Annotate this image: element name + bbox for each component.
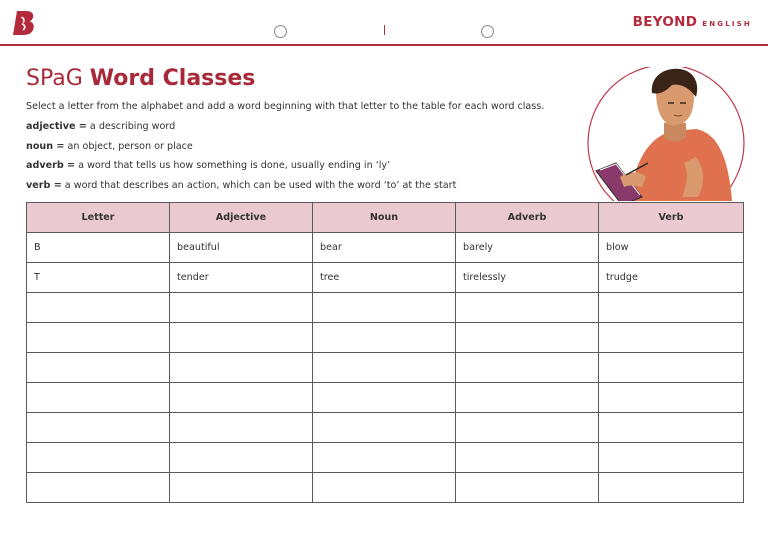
table-row <box>27 413 744 443</box>
cell-letter: B <box>27 233 170 263</box>
cell-noun[interactable] <box>313 353 456 383</box>
column-header-letter: Letter <box>27 203 170 233</box>
header-divider <box>0 44 768 46</box>
brand-sub-text: ENGLISH <box>702 20 752 28</box>
title-main: Word Classes <box>89 66 256 91</box>
column-header-verb: Verb <box>599 203 744 233</box>
student-writing-notebook-illustration <box>586 67 746 201</box>
cell-letter[interactable] <box>27 413 170 443</box>
column-header-adjective: Adjective <box>170 203 313 233</box>
definition-text: an object, person or place <box>64 140 193 152</box>
beyond-b-logo-icon <box>13 10 37 36</box>
cell-verb: blow <box>599 233 744 263</box>
definition-term: adjective = <box>26 121 87 132</box>
brand-main-text: BEYOND <box>632 14 698 30</box>
title-prefix: SPaG <box>26 66 83 91</box>
cell-letter[interactable] <box>27 443 170 473</box>
instruction-text: Select a letter from the alphabet and add a word beginning with that letter to the table for each word class. <box>26 101 545 112</box>
cell-noun[interactable] <box>313 383 456 413</box>
definition-text: a describing word <box>86 121 176 132</box>
word-classes-table <box>26 202 744 503</box>
cell-noun[interactable] <box>313 473 456 503</box>
cell-adverb[interactable] <box>456 323 599 353</box>
punch-hole-right <box>481 25 494 38</box>
table-header-row <box>27 203 744 233</box>
cell-letter[interactable] <box>27 473 170 503</box>
cell-adjective[interactable] <box>170 353 313 383</box>
table-row <box>27 353 744 383</box>
cell-verb[interactable] <box>599 323 744 353</box>
cell-noun: bear <box>313 233 456 263</box>
cell-noun[interactable] <box>313 293 456 323</box>
cell-adjective: tender <box>170 263 313 293</box>
definition-text: a word that describes an action, which can be used with the word ‘to’ at the start <box>61 180 457 192</box>
column-header-noun: Noun <box>313 203 456 233</box>
definition-term: verb = <box>26 180 62 192</box>
table-row <box>27 443 744 473</box>
cell-letter[interactable] <box>27 383 170 413</box>
table-row <box>27 233 744 263</box>
punch-hole-left <box>274 25 287 38</box>
center-mark <box>384 25 385 35</box>
cell-verb[interactable] <box>599 383 744 413</box>
cell-verb[interactable] <box>599 473 744 503</box>
cell-noun[interactable] <box>313 323 456 353</box>
cell-adjective[interactable] <box>170 293 313 323</box>
definition-adverb <box>26 160 456 180</box>
cell-verb[interactable] <box>599 293 744 323</box>
cell-adjective[interactable] <box>170 323 313 353</box>
brand-wordmark <box>633 14 752 30</box>
cell-noun[interactable] <box>313 443 456 473</box>
cell-adjective[interactable] <box>170 443 313 473</box>
cell-adverb[interactable] <box>456 383 599 413</box>
cell-letter: T <box>27 263 170 293</box>
cell-verb: trudge <box>599 263 744 293</box>
table-row <box>27 263 744 293</box>
cell-verb[interactable] <box>599 413 744 443</box>
cell-adjective[interactable] <box>170 413 313 443</box>
cell-letter[interactable] <box>27 293 170 323</box>
page-header <box>0 0 768 46</box>
cell-adverb[interactable] <box>456 353 599 383</box>
cell-noun: tree <box>313 263 456 293</box>
cell-noun[interactable] <box>313 413 456 443</box>
cell-adverb: barely <box>456 233 599 263</box>
cell-adverb[interactable] <box>456 443 599 473</box>
table-row <box>27 383 744 413</box>
definition-term: noun = <box>26 140 65 152</box>
cell-adverb[interactable] <box>456 473 599 503</box>
cell-letter[interactable] <box>27 323 170 353</box>
table-row <box>27 293 744 323</box>
column-header-adverb: Adverb <box>456 203 599 233</box>
definition-term: adverb = <box>26 160 76 172</box>
definition-text: a word that tells us how something is done, usually ending in ‘ly’ <box>75 160 391 172</box>
cell-adverb[interactable] <box>456 413 599 443</box>
cell-verb[interactable] <box>599 353 744 383</box>
table-row <box>27 323 744 353</box>
cell-letter[interactable] <box>27 353 170 383</box>
definition-noun <box>26 141 456 161</box>
definitions-list <box>26 121 456 200</box>
cell-adverb[interactable] <box>456 293 599 323</box>
definition-adjective <box>26 121 456 141</box>
cell-adjective: beautiful <box>170 233 313 263</box>
cell-adjective[interactable] <box>170 473 313 503</box>
page-title <box>26 66 255 91</box>
cell-adjective[interactable] <box>170 383 313 413</box>
cell-verb[interactable] <box>599 443 744 473</box>
table-row <box>27 473 744 503</box>
cell-adverb: tirelessly <box>456 263 599 293</box>
definition-verb <box>26 180 456 200</box>
